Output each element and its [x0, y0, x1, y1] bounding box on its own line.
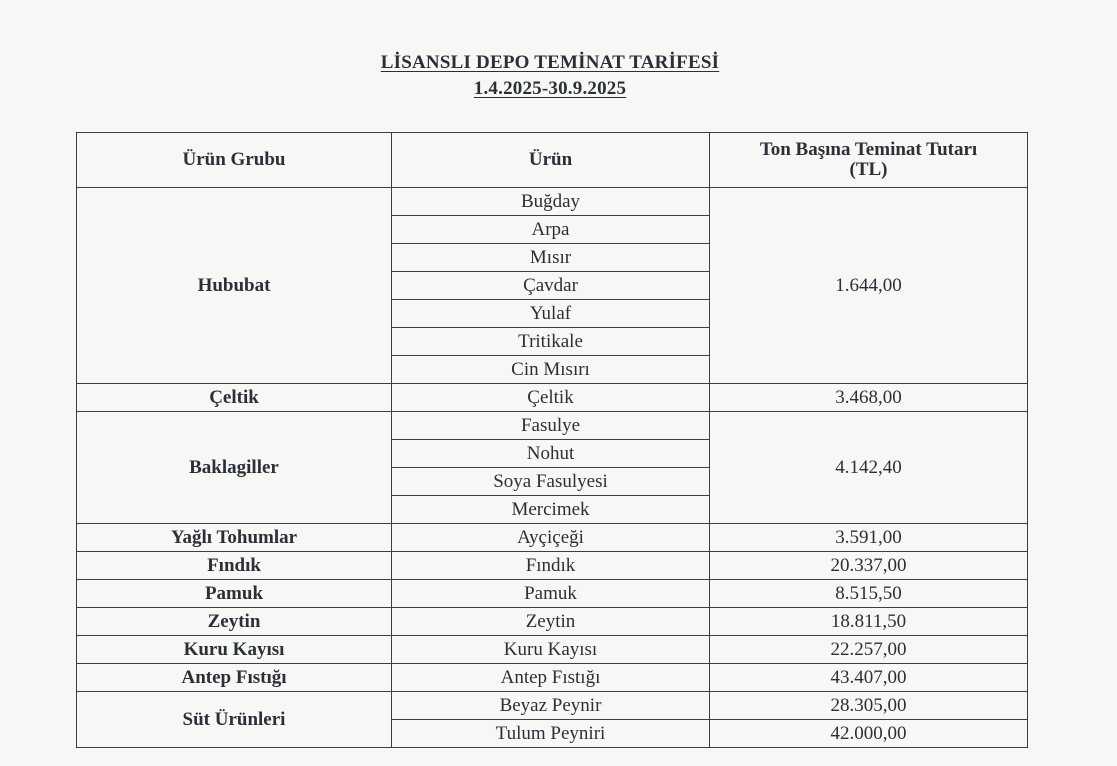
product-cell: Mısır: [392, 244, 710, 272]
amount-cell: 8.515,50: [710, 580, 1028, 608]
amount-cell: 43.407,00: [710, 664, 1028, 692]
amount-cell: 42.000,00: [710, 720, 1028, 748]
header-product: Ürün: [392, 133, 710, 188]
product-cell: Arpa: [392, 216, 710, 244]
table-header-row: [77, 133, 1028, 188]
product-group-cell: Süt Ürünleri: [77, 692, 392, 748]
product-cell: Soya Fasulyesi: [392, 468, 710, 496]
product-cell: Ayçiçeği: [392, 524, 710, 552]
document-period: 1.4.2025-30.9.2025: [473, 78, 627, 99]
product-cell: Nohut: [392, 440, 710, 468]
product-cell: Çavdar: [392, 272, 710, 300]
product-cell: Tulum Peyniri: [392, 720, 710, 748]
table-row: [77, 412, 1028, 440]
tariff-table: [76, 132, 1028, 748]
product-cell: Mercimek: [392, 496, 710, 524]
table-row: [77, 664, 1028, 692]
header-group: Ürün Grubu: [77, 133, 392, 188]
table-row: [77, 524, 1028, 552]
product-cell: Fasulye: [392, 412, 710, 440]
product-cell: Fındık: [392, 552, 710, 580]
header-amount-line1: Ton Başına Teminat Tutarı: [759, 139, 978, 160]
product-cell: Kuru Kayısı: [392, 636, 710, 664]
amount-cell: 20.337,00: [710, 552, 1028, 580]
table-row: [77, 636, 1028, 664]
table-row: [77, 188, 1028, 216]
amount-cell: 22.257,00: [710, 636, 1028, 664]
header-amount-line2: (TL): [849, 159, 888, 180]
product-group-cell: Yağlı Tohumlar: [77, 524, 392, 552]
product-cell: Antep Fıstığı: [392, 664, 710, 692]
product-cell: Cin Mısırı: [392, 356, 710, 384]
table-row: [77, 552, 1028, 580]
header-amount: [710, 133, 1028, 188]
product-group-cell: Zeytin: [77, 608, 392, 636]
table-row: [77, 384, 1028, 412]
product-cell: Buğday: [392, 188, 710, 216]
amount-cell: 3.591,00: [710, 524, 1028, 552]
table-row: [77, 580, 1028, 608]
product-group-cell: Hububat: [77, 188, 392, 384]
amount-cell: 18.811,50: [710, 608, 1028, 636]
table-row: [77, 608, 1028, 636]
amount-cell: 3.468,00: [710, 384, 1028, 412]
amount-cell: 4.142,40: [710, 412, 1028, 524]
document-title-block: [0, 50, 1100, 102]
product-cell: Yulaf: [392, 300, 710, 328]
product-group-cell: Pamuk: [77, 580, 392, 608]
product-cell: Çeltik: [392, 384, 710, 412]
product-cell: Tritikale: [392, 328, 710, 356]
product-group-cell: Baklagiller: [77, 412, 392, 524]
product-cell: Zeytin: [392, 608, 710, 636]
product-group-cell: Kuru Kayısı: [77, 636, 392, 664]
document-title: LİSANSLI DEPO TEMİNAT TARİFESİ: [380, 52, 720, 73]
table-row: [77, 692, 1028, 720]
table-body: [77, 188, 1028, 748]
product-cell: Pamuk: [392, 580, 710, 608]
amount-cell: 1.644,00: [710, 188, 1028, 384]
product-group-cell: Çeltik: [77, 384, 392, 412]
product-cell: Beyaz Peynir: [392, 692, 710, 720]
product-group-cell: Fındık: [77, 552, 392, 580]
amount-cell: 28.305,00: [710, 692, 1028, 720]
product-group-cell: Antep Fıstığı: [77, 664, 392, 692]
